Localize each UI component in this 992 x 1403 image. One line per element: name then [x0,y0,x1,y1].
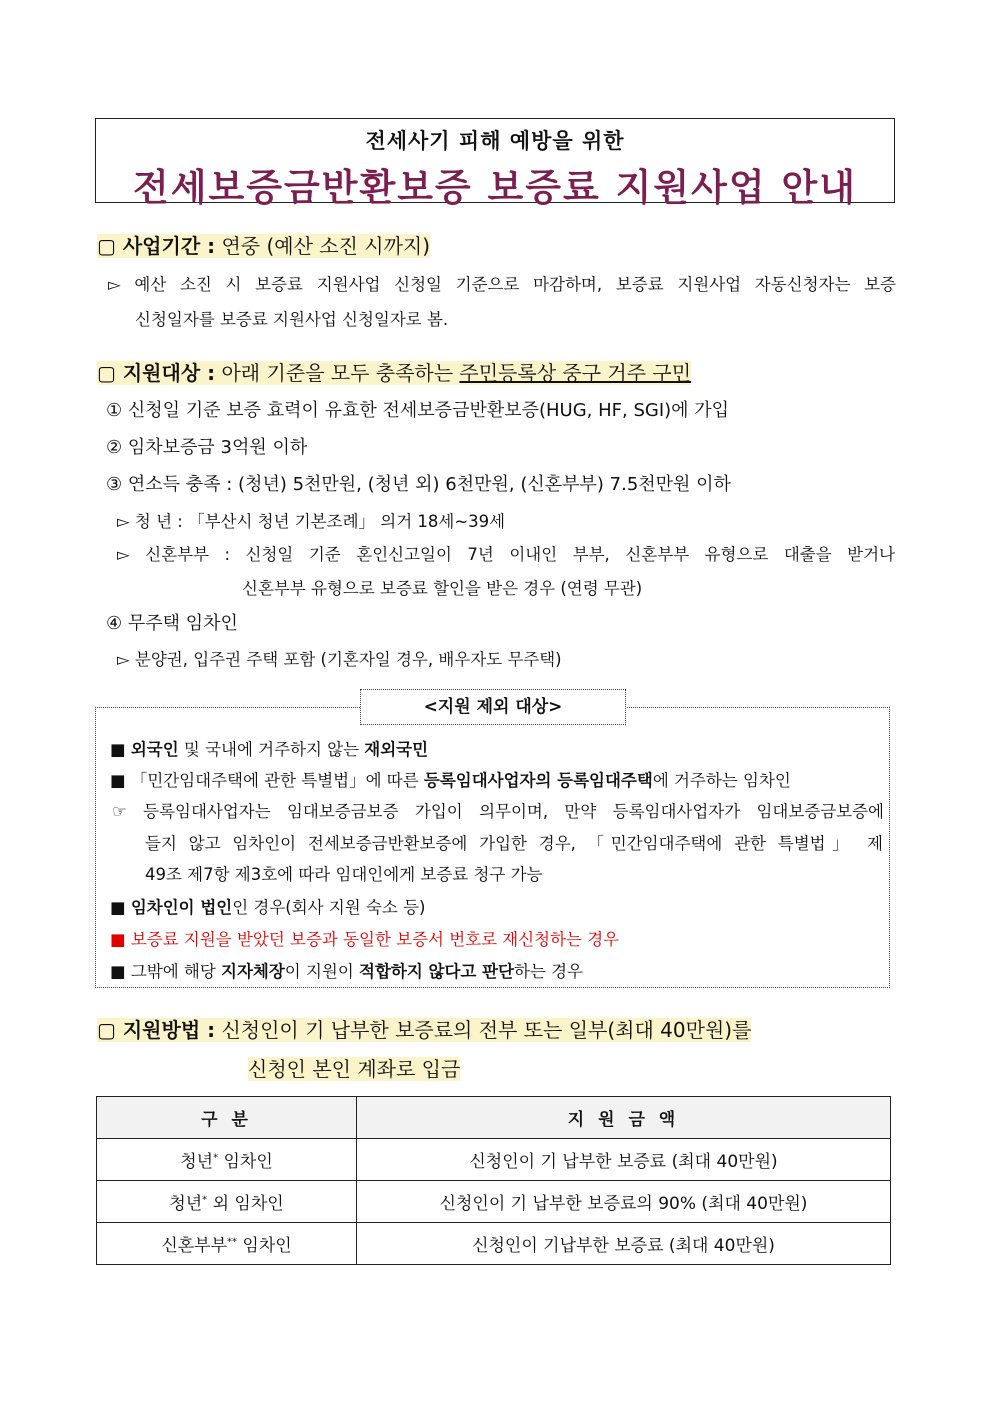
table-row [97,1139,891,1181]
period-note-line1: ▻ 예산 소진 시 보증료 지원사업 신청일 기준으로 마감하며, 보증료 지원사업 자동신청자는 보증 [108,275,896,294]
bullet-icon: ■ [110,740,126,759]
newlywed-definition-line1: ▻ 신혼부부 : 신청일 기준 혼인신고일이 7년 이내인 부부, 신혼부부 유형으로 대출을 받거나 [117,545,895,564]
table-row [97,1181,891,1223]
table-cell-amount: 신청인이 기납부한 보증료 (최대 40만원) [357,1223,891,1265]
method-label: ▢ 지원방법 : [97,1018,216,1042]
exclusion-item-1: ■ 외국인 및 국내에 거주하지 않는 재외국민 [110,740,429,759]
table-cell-type: 청년* 외 임차인 [97,1181,357,1223]
period-note-line2: 신청일자를 보증료 지원사업 신청일자로 봄. [135,310,449,329]
method-line2: 신청인 본인 계좌로 입금 [248,1057,461,1081]
period-label: ▢ 사업기간 : [97,234,216,258]
target-text: 아래 기준을 모두 충족하는 [221,361,454,385]
exclusion-title: <지원 제외 대상> [360,689,626,725]
table-cell-amount: 신청인이 기 납부한 보증료의 90% (최대 40만원) [357,1181,891,1223]
exclusion-note-line1: ☞ 등록임대사업자는 임대보증금보증 가입이 의무이며, 만약 등록임대사업자가 임대보증금보증에 [112,802,884,821]
title-box [95,118,895,209]
method-line2-wrap [248,1053,460,1082]
table-cell-type: 신혼부부** 임차인 [97,1223,357,1265]
target-item-4: ④ 무주택 임차인 [106,613,238,634]
table-header-row [97,1097,891,1139]
target-heading [97,357,691,386]
youth-definition: ▻ 청 년 : 「부산시 청년 기본조례」 의거 18세~39세 [117,512,506,531]
target-label: ▢ 지원대상 : [97,361,216,385]
target-underlined: 주민등록상 중구 거주 구민 [459,361,692,385]
page-title: 전세보증금반환보증 보증료 지원사업 안내 [133,166,857,209]
exclusion-item-4: ■ 보증료 지원을 받았던 보증과 동일한 보증서 번호로 재신청하는 경우 [110,930,620,949]
target-item-2: ② 임차보증금 3억원 이하 [106,437,308,458]
support-table [96,1096,891,1265]
table-header: 구 분 [97,1097,357,1139]
method-heading [97,1014,751,1043]
exclusion-item-2: ■ 「민간임대주택에 관한 특별법」에 따른 등록임대사업자의 등록임대주택에 거주하는 임차인 [110,771,791,790]
bullet-icon: ■ [110,771,126,790]
page-subtitle: 전세사기 피해 예방을 위한 [365,129,625,153]
exclusion-item-3: ■ 임차인이 법인인 경우(회사 지원 숙소 등) [110,898,426,917]
table-row [97,1223,891,1265]
target-item-3: ③ 연소득 충족 : (청년) 5천만원, (청년 외) 6천만원, (신혼부부) 7.5천만원 이하 [106,474,731,495]
period-value: 연중 (예산 소진 시까지) [221,234,431,258]
newlywed-definition-line2: 신혼부부 유형으로 보증료 할인을 받은 경우 (연령 무관) [242,579,643,598]
table-header: 지 원 금 액 [357,1097,891,1139]
bullet-icon: ■ [110,962,126,981]
exclusion-note-line3: 49조 제7항 제3호에 따라 임대인에게 보증료 청구 가능 [145,865,543,884]
table-cell-amount: 신청인이 기 납부한 보증료 (최대 40만원) [357,1139,891,1181]
target-item-4-note: ▻ 분양권, 입주권 주택 포함 (기혼자일 경우, 배우자도 무주택) [117,650,562,669]
table-cell-type: 청년* 임차인 [97,1139,357,1181]
exclusion-note-line2: 들지 않고 임차인이 전세보증금반환보증에 가입한 경우, 「민간임대주택에 관한 특별법」 제 [145,834,883,853]
exclusion-item-5: ■ 그밖에 해당 지자체장이 지원이 적합하지 않다고 판단하는 경우 [110,962,584,981]
period-heading [97,230,430,259]
method-line1: 신청인이 기 납부한 보증료의 전부 또는 일부(최대 40만원)를 [221,1018,752,1042]
bullet-icon: ■ [110,930,126,949]
bullet-icon: ■ [110,898,126,917]
target-item-1: ① 신청일 기준 보증 효력이 유효한 전세보증금반환보증(HUG, HF, SGI)에 가입 [106,400,730,421]
